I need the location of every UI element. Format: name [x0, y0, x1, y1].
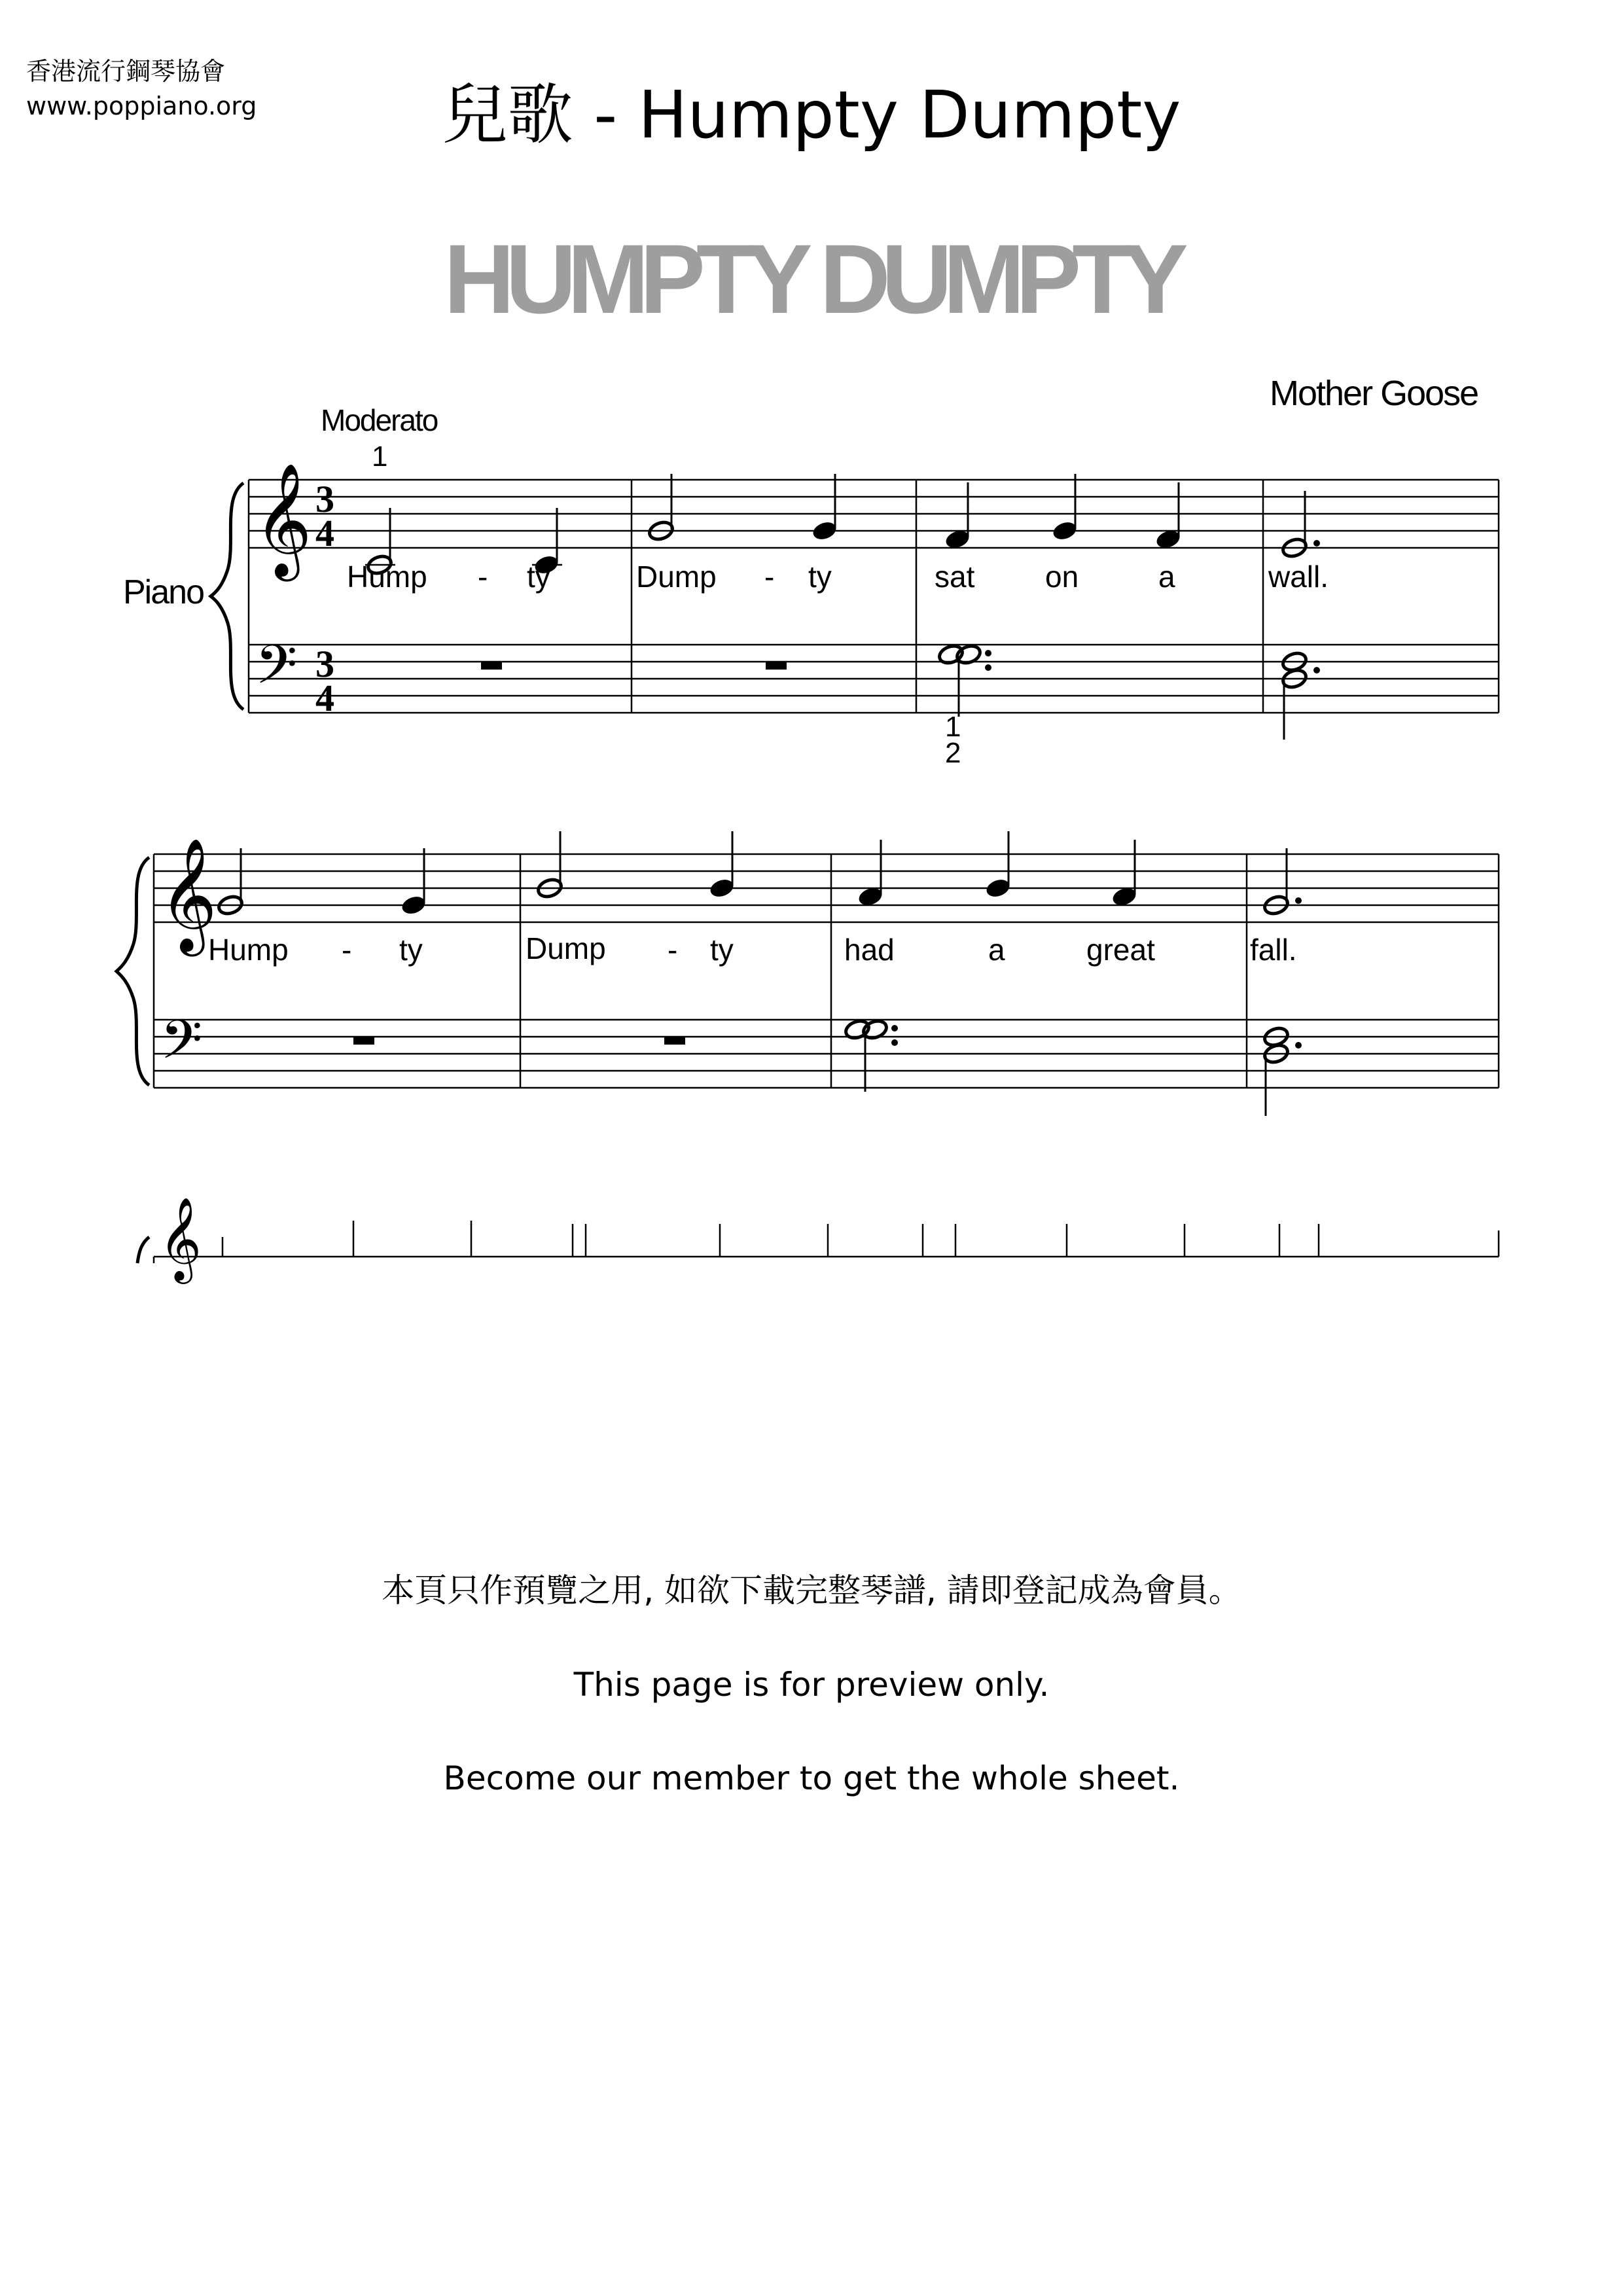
lyric-syllable: on — [1045, 560, 1079, 594]
lyric-syllable: ty — [808, 560, 832, 594]
system1-treble-staff — [249, 480, 1499, 548]
preview-notice-en: This page is for preview only. — [573, 1666, 1050, 1704]
treble-clef-icon: 𝄞 — [159, 1196, 202, 1280]
system3-brace — [137, 1237, 149, 1263]
lyric-syllable: a — [1158, 560, 1175, 594]
whole-rest — [353, 1037, 374, 1045]
system3-partial-staff — [154, 1221, 1499, 1263]
whole-rest — [766, 662, 787, 670]
song-heading: HUMPTY DUMPTY — [444, 224, 1179, 334]
system2-lyrics — [208, 931, 1297, 967]
lyric-syllable: Dump — [636, 560, 717, 594]
site-url: www.poppiano.org — [26, 92, 257, 120]
lyric-syllable: sat — [935, 560, 975, 594]
system2-treble-staff — [154, 854, 1499, 922]
system2-bass-notes — [353, 1018, 1302, 1116]
member-notice-en: Become our member to get the whole sheet. — [443, 1759, 1180, 1797]
fingering-number: 1 — [372, 440, 388, 473]
lyric-syllable: wall. — [1268, 560, 1329, 594]
lyric-syllable: Dump — [526, 931, 606, 965]
lyric-syllable: Hump — [347, 560, 427, 594]
lyric-syllable: fall. — [1250, 933, 1297, 967]
treble-clef-icon: 𝄞 — [254, 463, 312, 577]
lyric-syllable: had — [844, 933, 895, 967]
site-name: 香港流行鋼琴協會 — [26, 57, 226, 86]
bass-clef-icon: 𝄢 — [255, 633, 298, 709]
system1-bass-staff — [249, 645, 1499, 713]
composer-credit: Mother Goose — [1270, 374, 1478, 413]
instrument-label: Piano — [123, 573, 204, 611]
whole-rest — [664, 1037, 685, 1045]
lyric-syllable: ty — [527, 560, 550, 594]
system1-treble-notes — [365, 474, 1320, 576]
bass-clef-icon: 𝄢 — [160, 1008, 203, 1085]
system1-lyrics — [347, 560, 1329, 594]
lyric-syllable: - — [764, 560, 775, 594]
lyric-syllable: Hump — [208, 933, 289, 967]
system2-brace — [116, 857, 149, 1085]
time-sig-top: 3 — [315, 643, 334, 685]
page-title: 兒歌 - Humpty Dumpty — [442, 77, 1181, 153]
system2-bass-staff — [154, 1020, 1499, 1088]
treble-clef-icon: 𝄞 — [159, 838, 217, 952]
whole-rest — [481, 662, 502, 670]
lyric-syllable: - — [668, 933, 678, 967]
lyric-syllable: - — [478, 560, 488, 594]
system2-treble-notes — [217, 831, 1302, 916]
tempo-marking: Moderato — [321, 403, 438, 437]
lyric-syllable: a — [988, 933, 1005, 967]
lyric-syllable: ty — [399, 933, 423, 967]
system1-bass-notes — [481, 643, 1320, 740]
system2-barlines — [154, 854, 1499, 1088]
preview-notice-zh: 本頁只作預覽之用, 如欲下載完整琴譜, 請即登記成為會員。 — [382, 1571, 1241, 1609]
time-sig-bottom: 4 — [315, 677, 334, 719]
lyric-syllable: great — [1086, 933, 1155, 967]
time-sig-top: 3 — [315, 478, 334, 520]
lyric-syllable: ty — [710, 933, 734, 967]
fingering-number: 2 — [945, 737, 961, 769]
fingering-number: 1 — [945, 711, 961, 743]
lyric-syllable: - — [342, 933, 352, 967]
system1-brace — [211, 483, 243, 709]
system1-barlines — [249, 480, 1499, 713]
time-sig-bottom: 4 — [315, 512, 334, 554]
